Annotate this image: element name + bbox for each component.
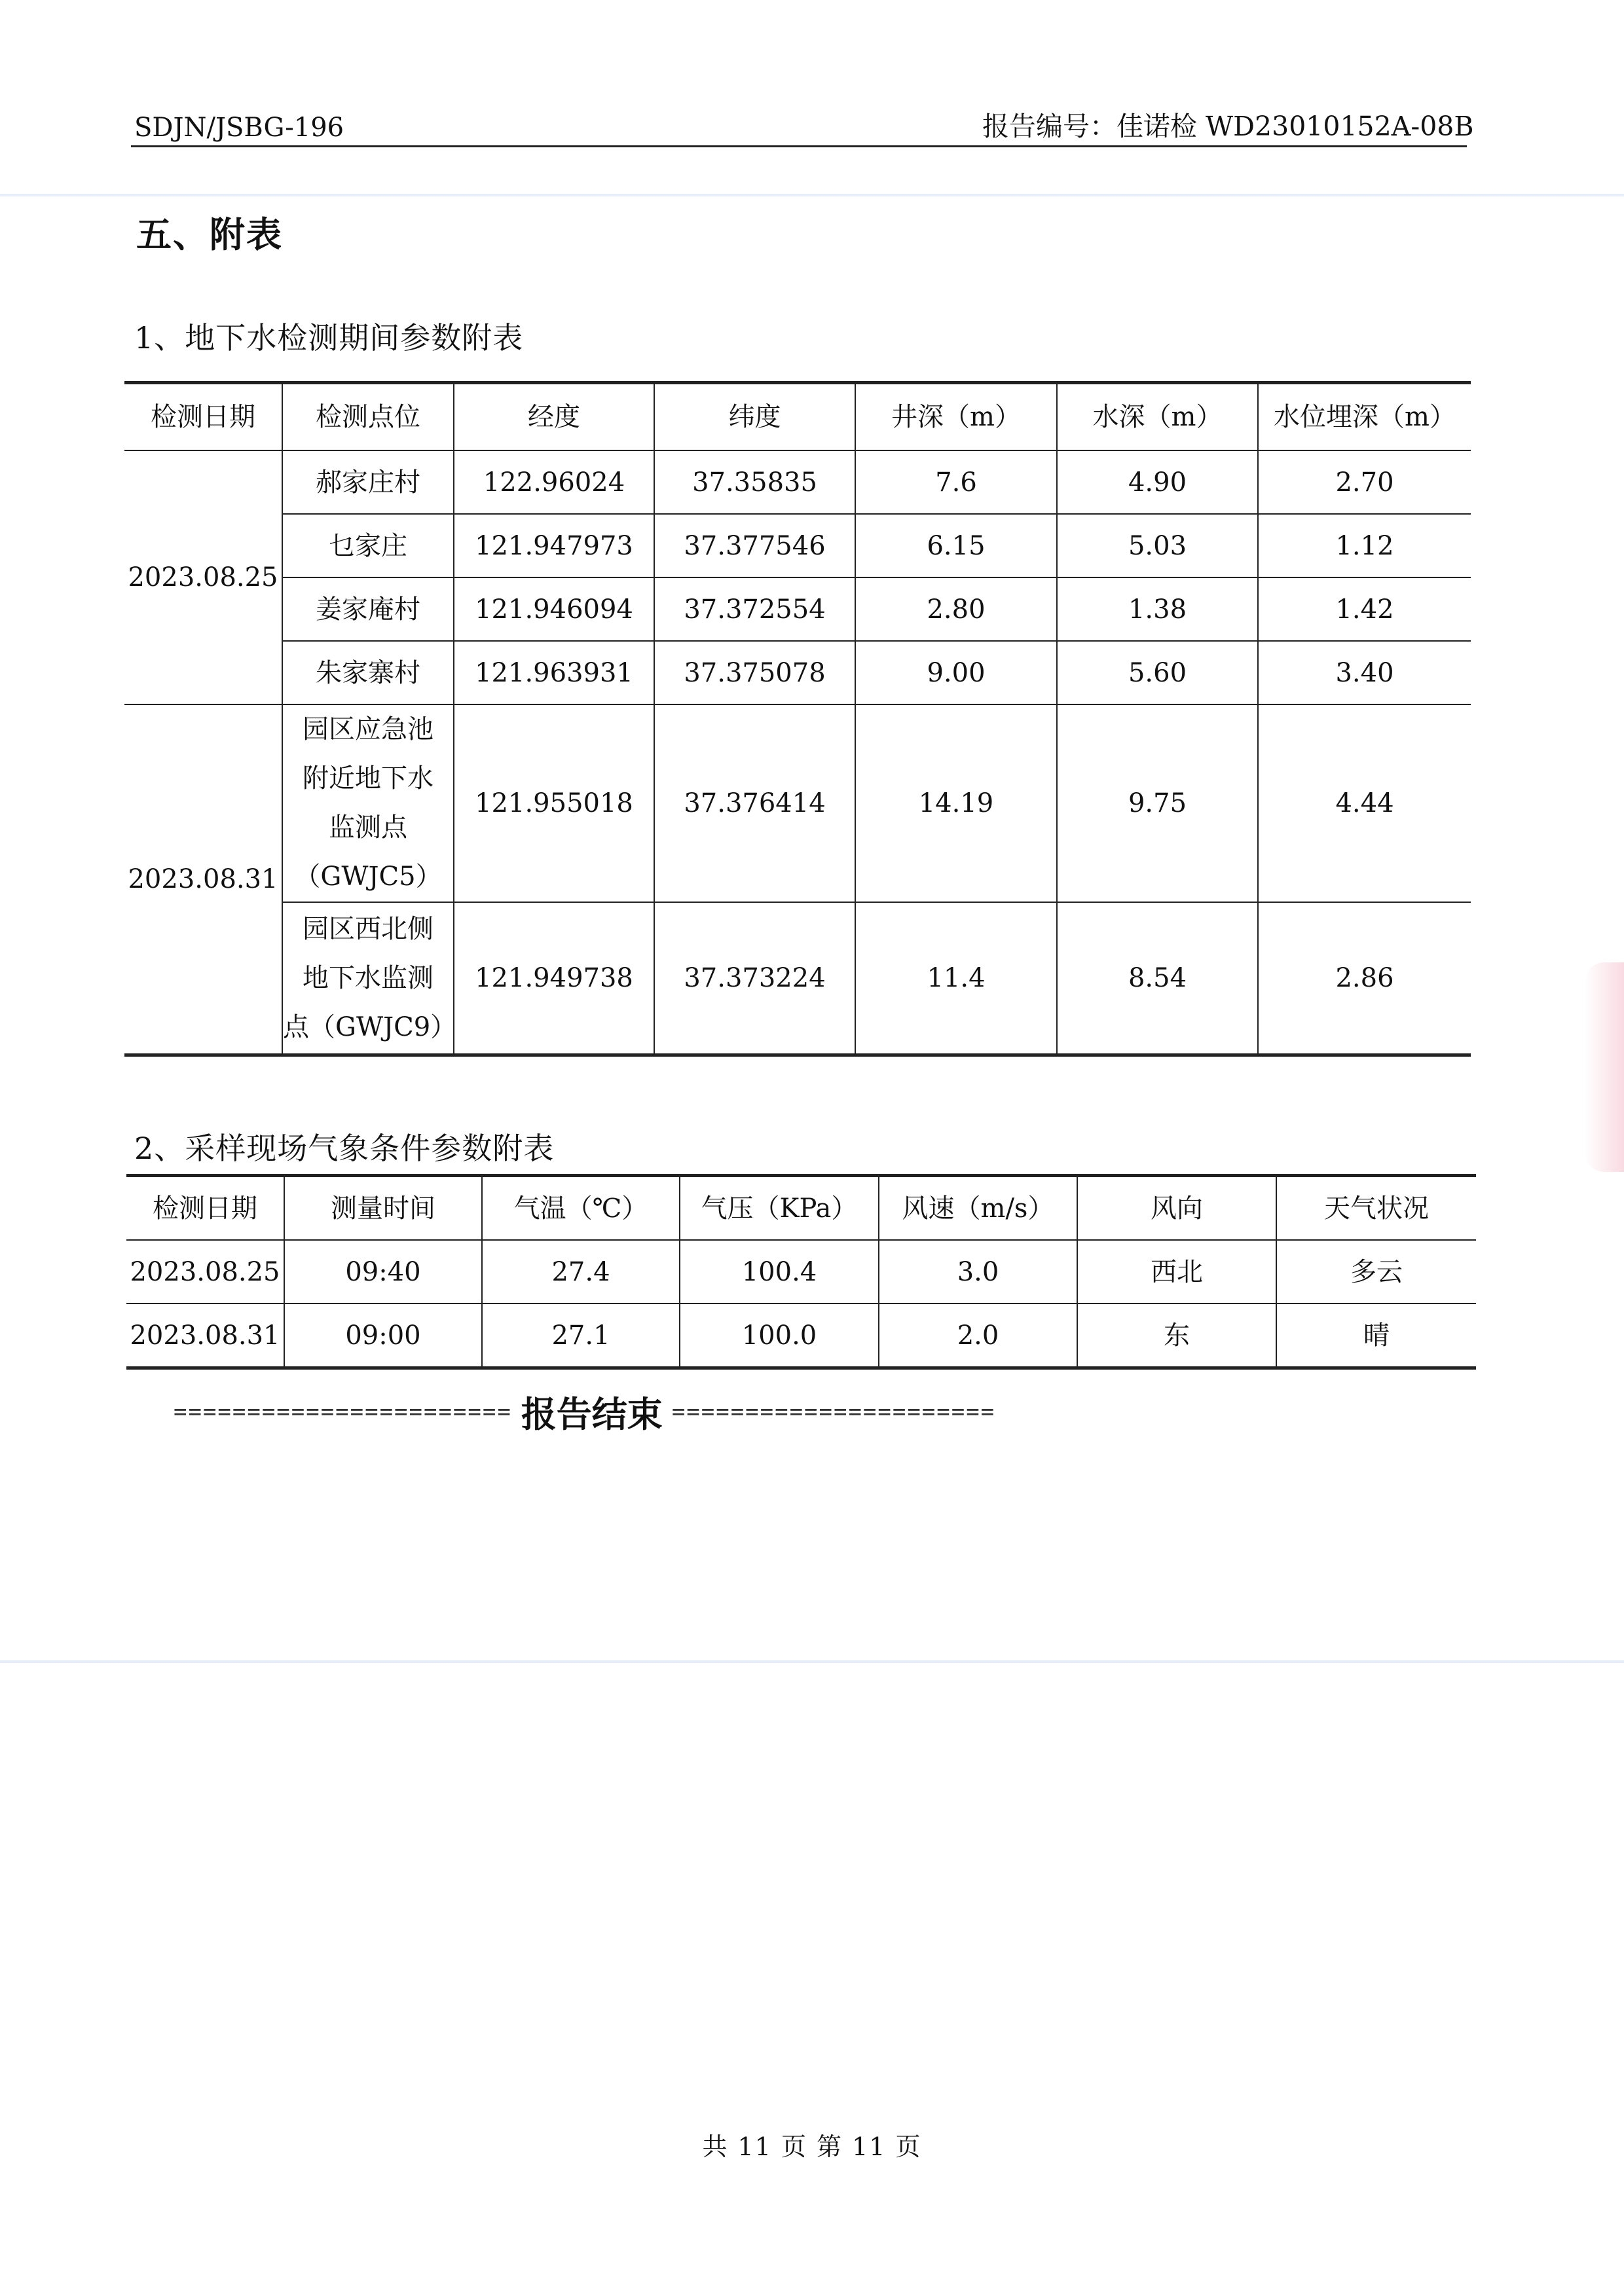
site-line: 园区应急池 (303, 714, 434, 744)
burial-depth-cell: 2.86 (1258, 902, 1471, 1055)
well-depth-cell: 2.80 (855, 577, 1057, 641)
well-depth-cell: 9.00 (855, 641, 1057, 704)
water-depth-cell: 5.60 (1057, 641, 1258, 704)
table-cell: 100.4 (680, 1240, 879, 1303)
table-cell: 2023.08.31 (126, 1303, 284, 1368)
longitude-cell: 121.955018 (454, 704, 654, 902)
table-row (124, 514, 1471, 577)
table-cell: 3.0 (879, 1240, 1077, 1303)
table-header-row (124, 383, 1471, 451)
column-header: 经度 (454, 383, 654, 451)
site-cell (282, 704, 454, 902)
column-header: 气压（KPa） (680, 1176, 879, 1241)
well-depth-cell: 14.19 (855, 704, 1057, 902)
table-cell: 晴 (1276, 1303, 1476, 1368)
water-depth-cell: 5.03 (1057, 514, 1258, 577)
table-row (124, 450, 1471, 514)
burial-depth-cell: 1.12 (1258, 514, 1471, 577)
column-header: 测量时间 (284, 1176, 482, 1241)
document-code: SDJN/JSBG-196 (134, 113, 344, 143)
latitude-cell: 37.373224 (654, 902, 855, 1055)
latitude-cell: 37.377546 (654, 514, 855, 577)
page-number: 共 11 页 第 11 页 (702, 2132, 922, 2161)
table-cell: 2.0 (879, 1303, 1077, 1368)
well-depth-cell: 6.15 (855, 514, 1057, 577)
table-cell: 09:40 (284, 1240, 482, 1303)
column-header: 水位埋深（m） (1258, 383, 1471, 451)
water-depth-cell: 9.75 (1057, 704, 1258, 902)
report-end-marker (174, 1387, 1444, 1437)
site-line: 地下水监测 (303, 962, 434, 993)
table-cell: 27.1 (482, 1303, 680, 1368)
table2-title: 2、采样现场气象条件参数附表 (134, 1131, 555, 1166)
latitude-cell: 37.376414 (654, 704, 855, 902)
date-cell: 2023.08.31 (124, 704, 282, 1055)
seal-stamp-edge (1585, 962, 1624, 1172)
header-divider (131, 145, 1467, 147)
table-row (124, 577, 1471, 641)
longitude-cell: 121.947973 (454, 514, 654, 577)
section-title: 五、附表 (136, 213, 283, 255)
table-cell: 西北 (1077, 1240, 1276, 1303)
column-header: 检测日期 (126, 1176, 284, 1241)
site-line: 监测点 (329, 812, 407, 843)
site-line: （GWJC5） (294, 862, 442, 892)
table-cell: 东 (1077, 1303, 1276, 1368)
table-cell: 27.4 (482, 1240, 680, 1303)
water-depth-cell: 4.90 (1057, 450, 1258, 514)
site-cell: 郝家庄村 (282, 450, 454, 514)
longitude-cell: 121.949738 (454, 902, 654, 1055)
table-row (124, 641, 1471, 704)
weather-parameter-table (126, 1174, 1476, 1370)
latitude-cell: 37.375078 (654, 641, 855, 704)
site-cell: 姜家庵村 (282, 577, 454, 641)
table-row (126, 1303, 1476, 1368)
longitude-cell: 121.946094 (454, 577, 654, 641)
burial-depth-cell: 1.42 (1258, 577, 1471, 641)
column-header: 天气状况 (1276, 1176, 1476, 1241)
table-cell: 09:00 (284, 1303, 482, 1368)
water-depth-cell: 1.38 (1057, 577, 1258, 641)
site-cell: 乜家庄 (282, 514, 454, 577)
date-cell: 2023.08.25 (124, 450, 282, 704)
table-cell: 2023.08.25 (126, 1240, 284, 1303)
water-depth-cell: 8.54 (1057, 902, 1258, 1055)
latitude-cell: 37.372554 (654, 577, 855, 641)
well-depth-cell: 11.4 (855, 902, 1057, 1055)
table-row (124, 902, 1471, 1055)
column-header: 检测点位 (282, 383, 454, 451)
column-header: 风向 (1077, 1176, 1276, 1241)
column-header: 纬度 (654, 383, 855, 451)
column-header: 检测日期 (124, 383, 282, 451)
table-row (124, 704, 1471, 902)
site-line: 点（GWJC9） (283, 1011, 457, 1042)
table1-title: 1、地下水检测期间参数附表 (134, 320, 524, 355)
report-end-text: 报告结束 (521, 1393, 663, 1435)
well-depth-cell: 7.6 (855, 450, 1057, 514)
column-header: 气温（℃） (482, 1176, 680, 1241)
groundwater-parameter-table (124, 381, 1471, 1057)
report-number: 报告编号：佳诺检 WD23010152A-08B (982, 111, 1474, 142)
longitude-cell: 122.96024 (454, 450, 654, 514)
latitude-cell: 37.35835 (654, 450, 855, 514)
end-rule-left: ======================= (174, 1398, 512, 1425)
site-cell: 朱家寨村 (282, 641, 454, 704)
column-header: 风速（m/s） (879, 1176, 1077, 1241)
column-header: 水深（m） (1057, 383, 1258, 451)
scan-edge-top (0, 194, 1624, 196)
longitude-cell: 121.963931 (454, 641, 654, 704)
burial-depth-cell: 2.70 (1258, 450, 1471, 514)
site-cell (282, 902, 457, 1055)
end-rule-right: ====================== (671, 1398, 996, 1425)
burial-depth-cell: 3.40 (1258, 641, 1471, 704)
scan-edge-bottom (0, 1660, 1624, 1663)
site-line: 附近地下水 (303, 763, 434, 793)
column-header: 井深（m） (855, 383, 1057, 451)
table-cell: 多云 (1276, 1240, 1476, 1303)
table-cell: 100.0 (680, 1303, 879, 1368)
site-line: 园区西北侧 (303, 913, 434, 944)
burial-depth-cell: 4.44 (1258, 704, 1471, 902)
table-row (126, 1240, 1476, 1303)
table-header-row (126, 1176, 1476, 1241)
